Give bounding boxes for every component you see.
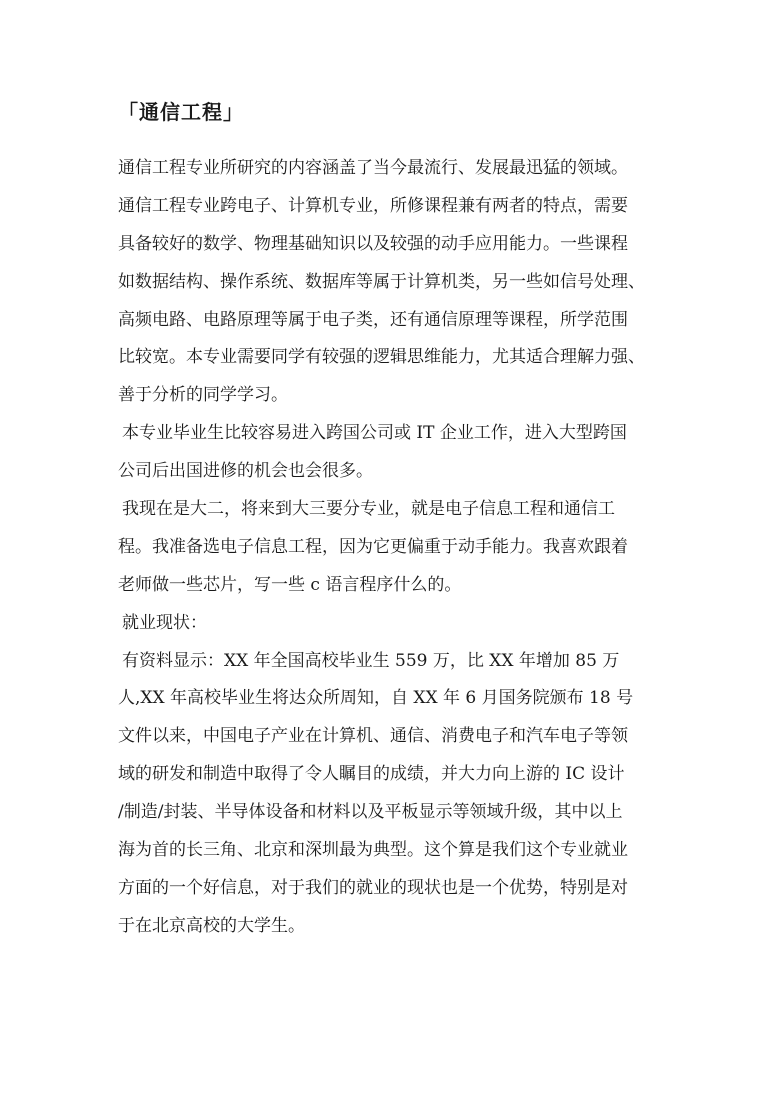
text-line: 程。我准备选电子信息工程，因为它更偏重于动手能力。我喜欢跟着	[118, 536, 628, 557]
text-line: 善于分析的同学学习。	[118, 385, 288, 406]
text-line: 比较宽。本专业需要同学有较强的逻辑思维能力，尤其适合理解力强、	[118, 347, 645, 368]
text-line: 本专业毕业生比较容易进入跨国公司或 IT 企业工作，进入大型跨国	[122, 423, 627, 444]
text-line: 高频电路、电路原理等属于电子类，还有通信原理等课程，所学范围	[118, 309, 628, 330]
text-line: 通信工程专业跨电子、计算机专业，所修课程兼有两者的特点，需要	[118, 195, 628, 216]
text-line: 文件以来，中国电子产业在计算机、通信、消费电子和汽车电子等领	[118, 726, 628, 747]
text-line: 通信工程专业所研究的内容涵盖了当今最流行、发展最迅猛的领域。	[118, 158, 628, 178]
text-line: 公司后出国进修的机会也会很多。	[118, 461, 373, 482]
text-line: 方面的一个好信息，对于我们的就业的现状也是一个优势，特别是对	[118, 877, 628, 898]
text-line: 老师做一些芯片，写一些 c 语言程序什么的。	[118, 574, 462, 595]
text-line: 具备较好的数学、物理基础知识以及较强的动手应用能力。一些课程	[118, 233, 628, 254]
text-line: 我现在是大二，将来到大三要分专业，就是电子信息工程和通信工	[122, 499, 615, 520]
text-line: 有资料显示：XX 年全国高校毕业生 559 万，比 XX 年增加 85 万	[122, 650, 620, 671]
text-line: 域的研发和制造中取得了令人瞩目的成绩，并大力向上游的 IC 设计	[118, 764, 625, 785]
text-line: /制造/封装、半导体设备和材料以及平板显示等领域升级，其中以上	[118, 802, 623, 823]
text-line: 人,XX 年高校毕业生将达众所周知，自 XX 年 6 月国务院颁布 18 号	[118, 688, 634, 709]
document-title: 「通信工程」	[118, 100, 244, 124]
text-line: 于在北京高校的大学生。	[118, 915, 305, 936]
text-line: 如数据结构、操作系统、数据库等属于计算机类，另一些如信号处理、	[118, 271, 645, 292]
text-line: 海为首的长三角、北京和深圳最为典型。这个算是我们这个专业就业	[118, 840, 628, 861]
text-line: 就业现状：	[122, 612, 207, 633]
document-body	[118, 150, 666, 946]
